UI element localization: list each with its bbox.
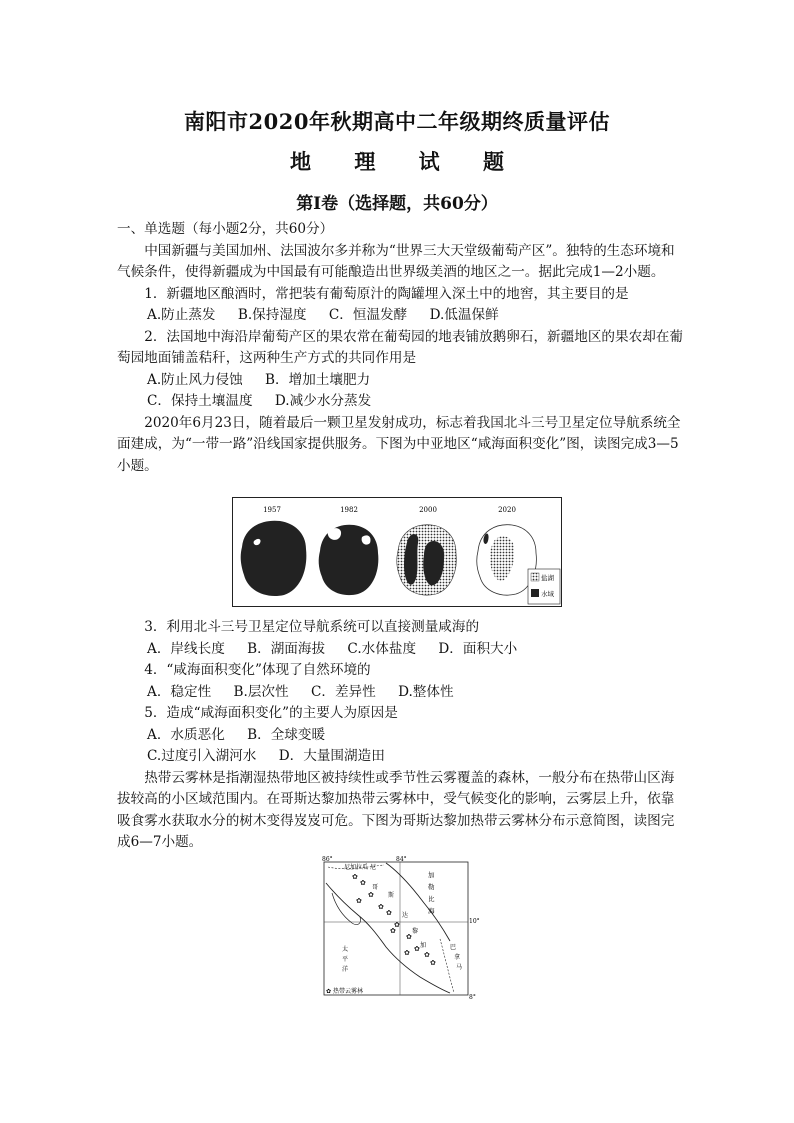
svg-text:✿: ✿ [356,897,362,905]
legend-cloud-forest-label: 热带云雾林 [332,988,363,995]
year-label-2000: 2000 [419,506,437,514]
svg-text:✿: ✿ [404,949,410,957]
option-d: D.减少水分蒸发 [274,393,372,409]
aral-1957-water [241,521,307,596]
label-char: 勒 [428,883,435,891]
svg-text:✿: ✿ [390,927,396,935]
option-c: C．保持土壤温度 [147,393,253,409]
option-a: A.防止风力侵蚀 [147,371,243,388]
label-char: 比 [428,895,435,903]
option-c: C．差异性 [310,683,376,700]
questions-upper [117,219,687,477]
lat-label-8: 8° [469,994,476,1001]
section-heading: 一、单选题（每小题2分，共60分） [117,221,334,237]
question-4-options [117,682,687,704]
exam-title: 南阳市2020年秋期高中二年级期终质量评估 [184,109,610,134]
subject-title: 地 理 试 题 [290,149,522,174]
question-2-stem: 2．法国地中海沿岸葡萄产区的果农常在葡萄园的地表铺放鹅卵石，新疆地区的果农却在葡萄园地面铺盖秸秆，这两种生产方式的共同作用是 [117,328,683,366]
lon-label-86: 86° [322,856,333,863]
label-char: 加 [428,871,435,879]
year-label-1982: 1982 [340,506,358,514]
year-label-1957: 1957 [263,506,281,514]
option-d: D.整体性 [398,683,454,700]
option-d: D．面积大小 [438,640,518,657]
lon-label-84: 84° [396,856,407,863]
label-char: 哥 [372,884,379,891]
label-char: 平 [342,956,349,963]
svg-text:✿: ✿ [430,959,436,967]
intro-paragraph-2: 2020年6月23日，随着最后一颗卫星发射成功，标志着我国北斗三号卫星定位导航系统全面建成，为“一带一路”沿线国家提供服务。下图为中亚地区“咸海面积变化”图，读图完成3—5小题。 [117,414,681,474]
svg-text:✿: ✿ [360,879,366,887]
legend-saltlake-swatch [531,573,539,581]
part-title: 第Ⅰ卷（选择题，共60分） [296,194,498,214]
intro-paragraph-3: 热带云雾林是指潮湿热带地区被持续性或季节性云雾覆盖的森林，一般分布在热带山区海拔较高的小区域范围内。在哥斯达黎加热带云雾林中，受气候变化的影响，云雾层上升，依靠吸食雾水获取水分的树木变得岌岌可危。下图为哥斯达黎加热带云雾林分布示意简图，读图完成6—7小题。 [117,769,675,850]
svg-text:✿: ✿ [352,873,358,881]
svg-text:✿: ✿ [386,909,392,917]
svg-text:✿: ✿ [378,903,384,911]
option-a: A．稳定性 [147,683,212,700]
question-3-stem: 3．利用北斗三号卫星定位导航系统可以直接测量咸海的 [144,619,480,635]
svg-text:✿: ✿ [414,945,420,953]
label-char: 黎 [412,928,419,935]
option-c: C.过度引入湖河水 [147,748,257,764]
label-char: 巴 [450,944,457,951]
option-b: B．全球变暖 [247,726,326,743]
label-char: 洋 [342,966,349,973]
question-5-stem: 5．造成“咸海面积变化”的主要人为原因是 [144,705,398,721]
question-2-options-row2 [117,391,687,413]
option-b: B.层次性 [233,683,289,700]
option-b: B.保持湿度 [237,307,307,323]
question-1-options [117,305,687,327]
option-c: C.水体盐度 [347,640,417,657]
aral-sea-figure [232,497,562,607]
svg-text:✿: ✿ [406,933,412,941]
label-char: 尼 [370,864,377,871]
question-5-options-row1 [117,725,687,747]
legend-water-swatch [531,589,539,597]
label-char: 斯 [388,892,395,899]
svg-text:✿: ✿ [394,921,400,929]
svg-text:✿: ✿ [368,891,374,899]
label-nicaragua: 尼加拉瓜 [344,864,369,871]
label-char: 太 [342,946,349,953]
costa-rica-map [316,853,478,1001]
year-label-2020: 2020 [498,506,516,514]
aral-1982-water [319,525,379,595]
question-3-options [117,639,687,661]
option-d: D．大量围湖造田 [278,748,385,764]
legend-cloud-forest: ✿ 热带云雾林 [326,988,363,995]
label-char: 拿 [454,954,461,961]
question-1-stem: 1．新疆地区酿酒时，常把装有葡萄原汁的陶罐埋入深土中的地窖，其主要目的是 [144,285,629,302]
option-a: A．岸线长度 [147,640,225,657]
legend-water-label: 水域 [541,590,554,598]
option-a: A.防止蒸发 [147,307,216,323]
intro-paragraph-1: 中国新疆与美国加州、法国波尔多并称为“世界三大天堂级葡萄产区”。独特的生态环境和气候条件，使得新疆成为中国最有可能酿造出世界级美酒的地区之一。据此完成1—2小题。 [117,242,675,280]
questions-lower [117,617,687,854]
question-4-stem: 4．“咸海面积变化”体现了自然环境的 [144,662,371,678]
svg-text:✿: ✿ [424,951,430,959]
label-char: 达 [402,912,409,919]
option-c: C．恒温发酵 [328,307,408,323]
option-a: A．水质恶化 [147,726,225,743]
legend-saltlake-label: 盐湖 [541,574,554,582]
label-char: 海 [428,907,435,915]
option-d: D.低温保鲜 [429,307,499,323]
lat-label-10: 10° [469,918,480,925]
option-b: B．湖面海拔 [247,640,326,657]
label-char: 马 [456,964,463,971]
question-5-options-row2 [117,746,687,768]
option-b: B．增加土壤肥力 [265,371,371,388]
label-char: 加 [420,942,427,949]
question-2-options-row1 [117,370,687,392]
